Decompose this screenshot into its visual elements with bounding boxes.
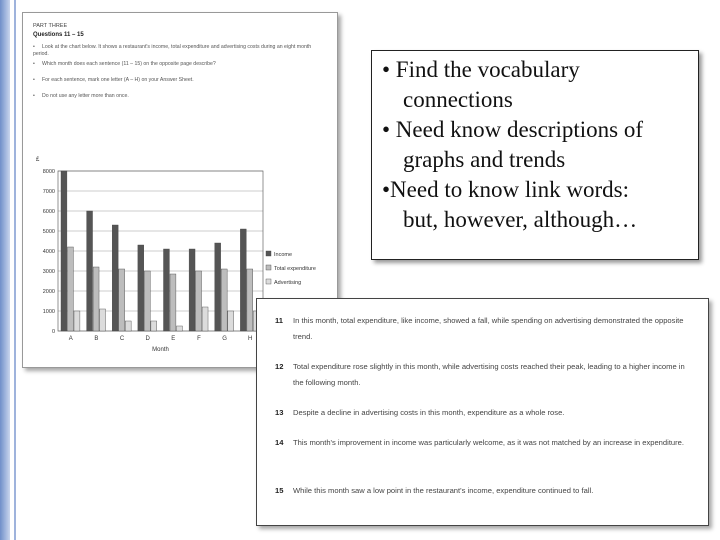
bar-advertising xyxy=(74,311,80,331)
legend-swatch xyxy=(266,251,271,256)
sentence-item xyxy=(275,405,695,421)
x-tick-label: C xyxy=(119,336,125,342)
sentences-page-image xyxy=(256,298,709,526)
bar-advertising xyxy=(151,321,157,331)
sentence-number: 14 xyxy=(275,438,284,447)
bullet-icon: • xyxy=(33,93,35,99)
bar-total-expenditure xyxy=(68,247,74,331)
legend-entry: Income xyxy=(274,252,293,258)
instruction-item xyxy=(33,61,323,68)
bar-income xyxy=(240,229,246,331)
bar-advertising xyxy=(100,309,106,331)
bar-total-expenditure xyxy=(93,267,99,331)
bar-total-expenditure xyxy=(170,274,176,331)
bullet-line: •Need to know link words: xyxy=(382,177,629,202)
sentence-item xyxy=(275,313,695,345)
bullet-icon: • xyxy=(33,44,35,50)
bar-total-expenditure xyxy=(247,269,253,331)
bullet-line: • Find the vocabulary xyxy=(382,57,580,82)
y-axis-label: £ xyxy=(36,157,40,163)
sentence-text: Despite a decline in advertising costs in this month, expenditure as a whole rose. xyxy=(293,408,565,417)
x-axis-label: Month xyxy=(152,347,169,353)
bar-income xyxy=(112,225,118,331)
bar-advertising xyxy=(228,311,234,331)
x-tick-label: F xyxy=(197,336,201,342)
x-tick-label: D xyxy=(145,336,150,342)
x-tick-label: B xyxy=(94,336,99,342)
bar-total-expenditure xyxy=(196,271,202,331)
bar-income xyxy=(189,249,195,331)
bullet-icon: • xyxy=(33,61,35,67)
y-tick-label: 7000 xyxy=(42,189,55,195)
bullet-continuation: connections xyxy=(403,87,513,112)
part-title: PART THREE xyxy=(33,23,68,29)
slide-left-rule xyxy=(14,0,16,540)
bar-total-expenditure xyxy=(119,269,125,331)
sentence-number: 12 xyxy=(275,362,284,371)
bullet-icon: • xyxy=(33,77,35,83)
y-tick-label: 6000 xyxy=(42,209,55,215)
sentence-number: 11 xyxy=(275,316,284,325)
sentence-number: 13 xyxy=(275,408,284,417)
bullet-continuation: but, however, although… xyxy=(403,207,638,232)
bar-income xyxy=(138,245,144,331)
legend-swatch xyxy=(266,265,271,270)
legend-entry: Total expenditure xyxy=(274,266,316,272)
slide-text-box xyxy=(371,50,699,260)
bar-advertising xyxy=(177,326,183,331)
x-tick-label: G xyxy=(222,336,227,342)
y-tick-label: 2000 xyxy=(42,289,55,295)
sentence-text: This month's improvement in income was particularly welcome, as it was not matched by an increase in expenditure. xyxy=(293,438,685,447)
instruction-text: For each sentence, mark one letter (A – H) on your Answer Sheet. xyxy=(42,77,194,83)
legend-entry: Advertising xyxy=(274,280,302,286)
y-tick-label: 5000 xyxy=(42,229,55,235)
instruction-item xyxy=(33,77,323,84)
y-tick-label: 0 xyxy=(51,329,55,335)
x-tick-label: A xyxy=(68,336,73,342)
bar-income xyxy=(215,243,221,331)
bullet-line: • Need know descriptions of xyxy=(382,117,643,142)
instruction-text: Look at the chart below. It shows a restaurant's income, total expenditure and advertising costs during an eight month period. xyxy=(33,44,312,57)
sentence-text: Total expenditure rose slightly in this month, while advertising costs reached their peak, leading to a higher income in the following month. xyxy=(293,362,685,387)
sentence-item xyxy=(275,435,695,451)
bar-income xyxy=(164,249,170,331)
x-tick-label: H xyxy=(248,336,253,342)
sentence-item xyxy=(275,359,695,391)
y-tick-label: 4000 xyxy=(42,249,55,255)
sentence-item xyxy=(275,483,695,499)
y-tick-label: 8000 xyxy=(42,169,55,175)
x-tick-label: E xyxy=(171,336,176,342)
instruction-text: Which month does each sentence (11 – 15) on the opposite page describe? xyxy=(42,61,216,67)
instruction-item xyxy=(33,93,323,100)
slide-left-stripe xyxy=(0,0,10,540)
bar-income xyxy=(87,211,93,331)
instruction-item xyxy=(33,44,323,58)
legend-swatch xyxy=(266,279,271,284)
bar-total-expenditure xyxy=(144,271,150,331)
instruction-text: Do not use any letter more than once. xyxy=(42,93,129,99)
y-tick-label: 3000 xyxy=(42,269,55,275)
bar-income xyxy=(61,171,67,331)
y-tick-label: 1000 xyxy=(42,309,55,315)
bar-advertising xyxy=(202,307,208,331)
sentence-text: In this month, total expenditure, like income, showed a fall, while spending on advertising demonstrated the opposite trend. xyxy=(293,316,684,341)
questions-title: Questions 11 – 15 xyxy=(33,32,84,38)
bar-advertising xyxy=(125,321,131,331)
bar-total-expenditure xyxy=(221,269,227,331)
bullet-continuation: graphs and trends xyxy=(403,147,566,172)
sentence-number: 15 xyxy=(275,486,284,495)
sentence-text: While this month saw a low point in the restaurant's income, expenditure continued to fall. xyxy=(293,486,594,495)
